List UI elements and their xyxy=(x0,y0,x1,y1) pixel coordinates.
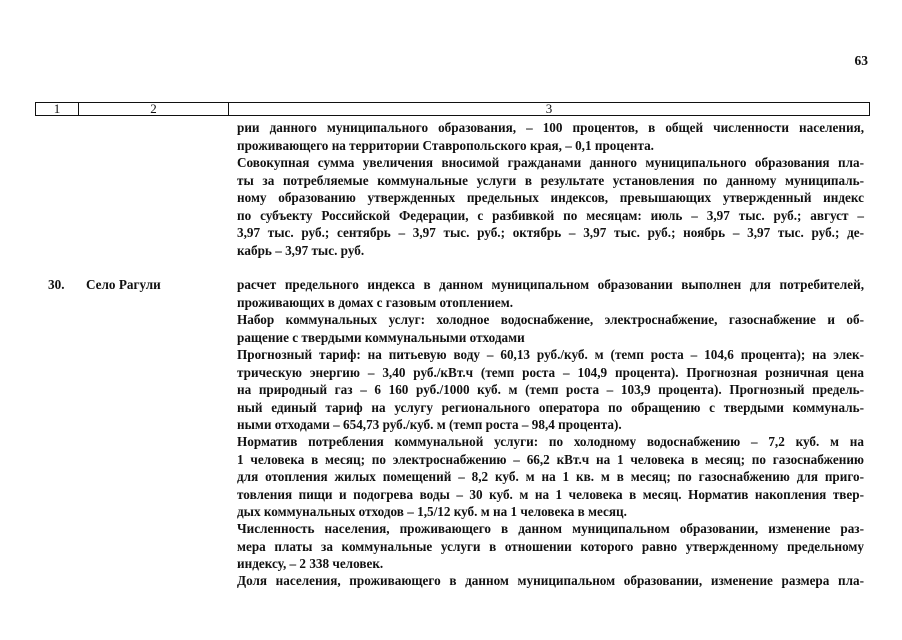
text-line: проживающего на территории Ставропольского края, – 0,1 процента. xyxy=(237,137,654,153)
row-30-paragraph-4 xyxy=(237,433,864,521)
page-number: 63 xyxy=(854,53,868,68)
table-header-col-3: 3 xyxy=(545,101,553,116)
row-30-paragraph-6 xyxy=(237,572,864,590)
text-line: Совокупная сумма увеличения вносимой гражданами данного муниципального образования пла- xyxy=(237,155,864,170)
text-line: Прогнозный тариф: на питьевую воду – 60,13 руб./куб. м (темп роста – 104,6 процента); на элек- xyxy=(237,347,864,362)
text-line: ными отходами – 654,73 руб./куб. м (темп роста – 98,4 процента). xyxy=(237,417,622,432)
row-30-paragraph-2 xyxy=(237,311,864,346)
text-line: кабрь – 3,97 тыс. руб. xyxy=(237,242,365,258)
continuation-paragraph-2 xyxy=(237,154,864,259)
text-line: 1 человека в месяц; по электроснабжению – 66,2 кВт.ч на 1 человека в месяц; по газоснабжению xyxy=(237,451,864,467)
text-line: Набор коммунальных услуг: холодное водоснабжение, электроснабжение, газоснабжение и об- xyxy=(237,312,864,327)
continuation-paragraph-1 xyxy=(237,119,864,154)
text-line: ному образованию утвержденных предельных индексов, превышающих утвержденный индекс xyxy=(237,190,864,205)
text-line: дых коммунальных отходов – 1,5/12 куб. м на 1 человека в месяц. xyxy=(237,504,627,519)
text-line: по субъекту Российской Федерации, с разбивкой по месяцам: июль – 3,97 тыс. руб.; август – xyxy=(237,207,864,223)
table-header-row xyxy=(35,102,870,116)
text-line: Численность населения, проживающего в данном муниципальном образовании, изменение раз- xyxy=(237,521,864,536)
table-header-col-1: 1 xyxy=(36,103,79,115)
text-line: на природный газ – 6 160 руб./1000 куб. м (темп роста – 103,9 процента). Прогнозный предель- xyxy=(237,382,864,397)
text-line: ты за потребляемые коммунальные услуги в результате установления по данному муниципаль- xyxy=(237,172,864,188)
table-header-col-2: 2 xyxy=(79,103,229,115)
row-30-paragraph-1 xyxy=(237,276,864,311)
text-line: для отопления жилых помещений – 8,2 куб. м на 1 кв. м в месяц; по газоснабжению для приго- xyxy=(237,469,864,484)
text-line: 3,97 тыс. руб.; сентябрь – 3,97 тыс. руб.; октябрь – 3,97 тыс. руб.; ноябрь – 3,97 тыс. руб.; де- xyxy=(237,225,864,240)
text-line: трическую энергию – 3,40 руб./кВт.ч (темп роста – 104,9 процента). Прогнозная розничная цена xyxy=(237,364,864,380)
text-line: товления пищи и подогрева воды – 30 куб. м на 1 человека в месяц. Норматив накопления твер- xyxy=(237,486,864,502)
row-30-paragraph-5 xyxy=(237,520,864,573)
text-line: расчет предельного индекса в данном муниципальном образовании выполнен для потребителей, xyxy=(237,277,864,292)
text-line: мера платы за коммунальные услуги в отношении которого равно утвержденному предельному xyxy=(237,538,864,554)
municipality-name: Село Рагули xyxy=(86,277,161,292)
text-line: индексу, – 2 338 человек. xyxy=(237,556,384,571)
text-line: ращение с твердыми коммунальными отходами xyxy=(237,329,525,345)
text-line: Норматив потребления коммунальной услуги: по холодному водоснабжению – 7,2 куб. м на xyxy=(237,434,864,449)
row-30-paragraph-3 xyxy=(237,346,864,434)
row-number: 30. xyxy=(48,277,65,292)
text-line: Доля населения, проживающего в данном муниципальном образовании, изменение размера пла- xyxy=(237,573,864,588)
text-line: проживающих в домах с газовым отоплением. xyxy=(237,294,513,310)
text-line: ный единый тариф на услугу регионального оператора по обращению с твердыми коммуналь- xyxy=(237,399,864,415)
text-line: рии данного муниципального образования, – 100 процентов, в общей численности населения, xyxy=(237,120,864,135)
